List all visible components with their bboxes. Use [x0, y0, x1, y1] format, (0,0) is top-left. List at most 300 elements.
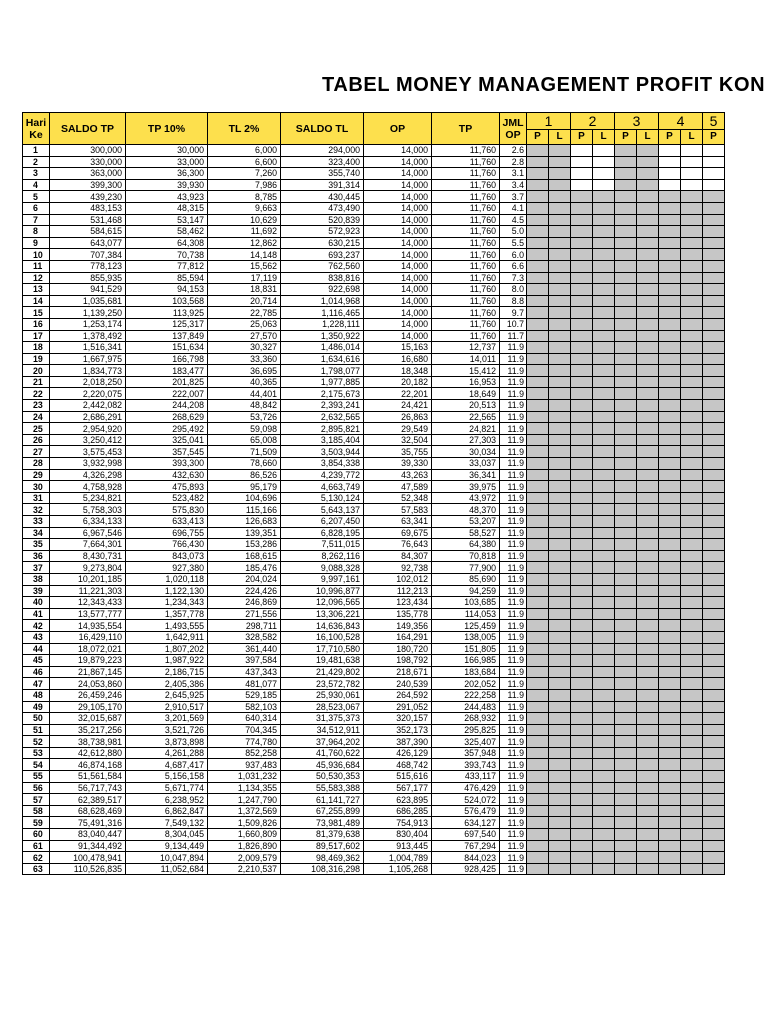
hari-ke-cell[interactable]: 5 — [23, 191, 50, 203]
tp-cell[interactable]: 70,818 — [432, 550, 500, 562]
jml-op-cell[interactable]: 3.1 — [500, 168, 527, 180]
saldo-tp-cell[interactable]: 2,018,250 — [50, 376, 126, 388]
saldo-tp-cell[interactable]: 21,867,145 — [50, 666, 126, 678]
tracker-cell[interactable] — [659, 260, 681, 272]
tracker-cell[interactable] — [681, 539, 703, 551]
saldo-tl-cell[interactable]: 572,923 — [281, 226, 364, 238]
tracker-cell[interactable] — [637, 492, 659, 504]
op-cell[interactable]: 14,000 — [364, 284, 432, 296]
jml-op-cell[interactable]: 8.0 — [500, 284, 527, 296]
tracker-cell[interactable] — [549, 562, 571, 574]
saldo-tl-cell[interactable]: 630,215 — [281, 237, 364, 249]
saldo-tl-cell[interactable]: 16,100,528 — [281, 631, 364, 643]
tracker-cell[interactable] — [659, 318, 681, 330]
jml-op-cell[interactable]: 7.3 — [500, 272, 527, 284]
tracker-cell[interactable] — [527, 504, 549, 516]
tracker-cell[interactable] — [571, 852, 593, 864]
tp-cell[interactable]: 222,258 — [432, 689, 500, 701]
tracker-cell[interactable] — [615, 214, 637, 226]
jml-op-cell[interactable]: 11.9 — [500, 469, 527, 481]
op-cell[interactable]: 264,592 — [364, 689, 432, 701]
tracker-cell[interactable] — [703, 446, 725, 458]
saldo-tl-cell[interactable]: 693,237 — [281, 249, 364, 261]
tl-2-cell[interactable]: 48,842 — [208, 400, 281, 412]
saldo-tp-cell[interactable]: 13,577,777 — [50, 608, 126, 620]
tracker-cell[interactable] — [659, 145, 681, 157]
hari-ke-cell[interactable]: 47 — [23, 678, 50, 690]
tp-cell[interactable]: 476,429 — [432, 782, 500, 794]
tracker-cell[interactable] — [571, 400, 593, 412]
tl-2-cell[interactable]: 9,663 — [208, 202, 281, 214]
tracker-cell[interactable] — [571, 330, 593, 342]
tracker-cell[interactable] — [549, 353, 571, 365]
tracker-cell[interactable] — [527, 863, 549, 875]
saldo-tp-cell[interactable]: 51,561,584 — [50, 771, 126, 783]
tracker-cell[interactable] — [703, 643, 725, 655]
tracker-cell[interactable] — [615, 504, 637, 516]
tracker-cell[interactable] — [681, 678, 703, 690]
tracker-cell[interactable] — [681, 516, 703, 528]
jml-op-cell[interactable]: 11.9 — [500, 805, 527, 817]
tracker-cell[interactable] — [527, 643, 549, 655]
tracker-cell[interactable] — [593, 469, 615, 481]
hari-ke-cell[interactable]: 62 — [23, 852, 50, 864]
hari-ke-cell[interactable]: 19 — [23, 353, 50, 365]
tp-10-cell[interactable]: 4,261,288 — [126, 747, 208, 759]
tracker-cell[interactable] — [593, 620, 615, 632]
saldo-tp-cell[interactable]: 4,326,298 — [50, 469, 126, 481]
tracker-cell[interactable] — [571, 539, 593, 551]
tracker-cell[interactable] — [703, 573, 725, 585]
tracker-cell[interactable] — [549, 539, 571, 551]
tl-2-cell[interactable]: 104,696 — [208, 492, 281, 504]
hari-ke-cell[interactable]: 38 — [23, 573, 50, 585]
hari-ke-cell[interactable]: 27 — [23, 446, 50, 458]
tracker-cell[interactable] — [615, 353, 637, 365]
op-cell[interactable]: 112,213 — [364, 585, 432, 597]
op-cell[interactable]: 135,778 — [364, 608, 432, 620]
tracker-cell[interactable] — [615, 400, 637, 412]
tracker-cell[interactable] — [681, 701, 703, 713]
tp-10-cell[interactable]: 2,910,517 — [126, 701, 208, 713]
tracker-cell[interactable] — [703, 550, 725, 562]
tracker-cell[interactable] — [593, 492, 615, 504]
jml-op-cell[interactable]: 10.7 — [500, 318, 527, 330]
hari-ke-cell[interactable]: 20 — [23, 365, 50, 377]
jml-op-cell[interactable]: 11.9 — [500, 411, 527, 423]
op-cell[interactable]: 14,000 — [364, 202, 432, 214]
tracker-cell[interactable] — [681, 481, 703, 493]
tracker-cell[interactable] — [637, 573, 659, 585]
tp-cell[interactable]: 11,760 — [432, 330, 500, 342]
tracker-cell[interactable] — [703, 423, 725, 435]
tracker-cell[interactable] — [549, 631, 571, 643]
op-cell[interactable]: 47,589 — [364, 481, 432, 493]
tracker-cell[interactable] — [549, 179, 571, 191]
tracker-cell[interactable] — [703, 608, 725, 620]
saldo-tp-cell[interactable]: 18,072,021 — [50, 643, 126, 655]
jml-op-cell[interactable]: 11.9 — [500, 643, 527, 655]
tracker-cell[interactable] — [527, 481, 549, 493]
tp-10-cell[interactable]: 137,849 — [126, 330, 208, 342]
tracker-cell[interactable] — [659, 736, 681, 748]
tracker-cell[interactable] — [593, 608, 615, 620]
tracker-cell[interactable] — [615, 191, 637, 203]
tracker-cell[interactable] — [527, 631, 549, 643]
tracker-cell[interactable] — [703, 469, 725, 481]
tracker-cell[interactable] — [615, 481, 637, 493]
tracker-cell[interactable] — [615, 492, 637, 504]
tracker-cell[interactable] — [637, 829, 659, 841]
jml-op-cell[interactable]: 11.7 — [500, 330, 527, 342]
op-cell[interactable]: 426,129 — [364, 747, 432, 759]
op-cell[interactable]: 149,356 — [364, 620, 432, 632]
jml-op-cell[interactable]: 3.4 — [500, 179, 527, 191]
op-cell[interactable]: 29,549 — [364, 423, 432, 435]
jml-op-cell[interactable]: 11.9 — [500, 458, 527, 470]
hari-ke-cell[interactable]: 6 — [23, 202, 50, 214]
tracker-cell[interactable] — [593, 214, 615, 226]
saldo-tl-cell[interactable]: 19,481,638 — [281, 655, 364, 667]
op-cell[interactable]: 14,000 — [364, 260, 432, 272]
jml-op-cell[interactable]: 11.9 — [500, 446, 527, 458]
tp-10-cell[interactable]: 103,568 — [126, 295, 208, 307]
tp-cell[interactable]: 151,805 — [432, 643, 500, 655]
tracker-cell[interactable] — [549, 597, 571, 609]
jml-op-cell[interactable]: 11.9 — [500, 794, 527, 806]
hari-ke-cell[interactable]: 53 — [23, 747, 50, 759]
tl-2-cell[interactable]: 529,185 — [208, 689, 281, 701]
tracker-cell[interactable] — [615, 295, 637, 307]
tracker-cell[interactable] — [549, 829, 571, 841]
tracker-cell[interactable] — [593, 295, 615, 307]
tracker-cell[interactable] — [549, 550, 571, 562]
jml-op-cell[interactable]: 11.9 — [500, 597, 527, 609]
tp-cell[interactable]: 11,760 — [432, 226, 500, 238]
tp-cell[interactable]: 77,900 — [432, 562, 500, 574]
tracker-cell[interactable] — [659, 829, 681, 841]
tl-2-cell[interactable]: 139,351 — [208, 527, 281, 539]
tracker-cell[interactable] — [527, 295, 549, 307]
tracker-cell[interactable] — [637, 237, 659, 249]
tp-10-cell[interactable]: 6,238,952 — [126, 794, 208, 806]
op-cell[interactable]: 14,000 — [364, 330, 432, 342]
hari-ke-cell[interactable]: 22 — [23, 388, 50, 400]
tracker-cell[interactable] — [703, 829, 725, 841]
hari-ke-cell[interactable]: 51 — [23, 724, 50, 736]
saldo-tl-cell[interactable]: 8,262,116 — [281, 550, 364, 562]
tracker-cell[interactable] — [703, 434, 725, 446]
tracker-cell[interactable] — [549, 736, 571, 748]
tracker-cell[interactable] — [659, 342, 681, 354]
jml-op-cell[interactable]: 11.9 — [500, 539, 527, 551]
tracker-cell[interactable] — [703, 179, 725, 191]
saldo-tl-cell[interactable]: 13,306,221 — [281, 608, 364, 620]
saldo-tl-cell[interactable]: 6,828,195 — [281, 527, 364, 539]
tp-cell[interactable]: 48,370 — [432, 504, 500, 516]
op-cell[interactable]: 14,000 — [364, 237, 432, 249]
tracker-cell[interactable] — [703, 249, 725, 261]
tracker-cell[interactable] — [571, 585, 593, 597]
tracker-cell[interactable] — [615, 411, 637, 423]
op-cell[interactable]: 14,000 — [364, 214, 432, 226]
tracker-cell[interactable] — [615, 852, 637, 864]
tp-cell[interactable]: 11,760 — [432, 202, 500, 214]
tracker-cell[interactable] — [681, 434, 703, 446]
tracker-cell[interactable] — [527, 330, 549, 342]
tracker-cell[interactable] — [593, 446, 615, 458]
tracker-cell[interactable] — [571, 202, 593, 214]
saldo-tp-cell[interactable]: 1,834,773 — [50, 365, 126, 377]
tracker-cell[interactable] — [615, 202, 637, 214]
tl-2-cell[interactable]: 2,009,579 — [208, 852, 281, 864]
tl-2-cell[interactable]: 14,148 — [208, 249, 281, 261]
tracker-cell[interactable] — [637, 295, 659, 307]
tp-10-cell[interactable]: 633,413 — [126, 516, 208, 528]
saldo-tp-cell[interactable]: 4,758,928 — [50, 481, 126, 493]
tracker-cell[interactable] — [593, 771, 615, 783]
tracker-cell[interactable] — [571, 214, 593, 226]
tracker-cell[interactable] — [593, 202, 615, 214]
saldo-tl-cell[interactable]: 34,512,911 — [281, 724, 364, 736]
tp-cell[interactable]: 85,690 — [432, 573, 500, 585]
tracker-cell[interactable] — [637, 446, 659, 458]
saldo-tp-cell[interactable]: 1,035,681 — [50, 295, 126, 307]
tracker-cell[interactable] — [571, 516, 593, 528]
tp-cell[interactable]: 103,685 — [432, 597, 500, 609]
op-cell[interactable]: 623,895 — [364, 794, 432, 806]
tracker-cell[interactable] — [615, 307, 637, 319]
tracker-cell[interactable] — [571, 620, 593, 632]
saldo-tp-cell[interactable]: 32,015,687 — [50, 713, 126, 725]
tl-2-cell[interactable]: 18,831 — [208, 284, 281, 296]
tracker-cell[interactable] — [703, 562, 725, 574]
tracker-cell[interactable] — [659, 249, 681, 261]
tl-2-cell[interactable]: 153,286 — [208, 539, 281, 551]
tracker-cell[interactable] — [593, 713, 615, 725]
saldo-tp-cell[interactable]: 584,615 — [50, 226, 126, 238]
tracker-cell[interactable] — [593, 272, 615, 284]
tracker-cell[interactable] — [659, 782, 681, 794]
tl-2-cell[interactable]: 582,103 — [208, 701, 281, 713]
tp-cell[interactable]: 11,760 — [432, 284, 500, 296]
hari-ke-cell[interactable]: 52 — [23, 736, 50, 748]
tracker-cell[interactable] — [659, 295, 681, 307]
tracker-cell[interactable] — [593, 643, 615, 655]
tracker-cell[interactable] — [637, 469, 659, 481]
op-cell[interactable]: 1,105,268 — [364, 863, 432, 875]
tracker-cell[interactable] — [549, 376, 571, 388]
tracker-cell[interactable] — [571, 713, 593, 725]
tracker-cell[interactable] — [615, 666, 637, 678]
tracker-cell[interactable] — [527, 597, 549, 609]
tracker-cell[interactable] — [549, 504, 571, 516]
op-cell[interactable]: 291,052 — [364, 701, 432, 713]
tl-2-cell[interactable]: 246,869 — [208, 597, 281, 609]
tp-10-cell[interactable]: 2,645,925 — [126, 689, 208, 701]
hari-ke-cell[interactable]: 36 — [23, 550, 50, 562]
hari-ke-cell[interactable]: 29 — [23, 469, 50, 481]
tracker-cell[interactable] — [681, 260, 703, 272]
hari-ke-cell[interactable]: 46 — [23, 666, 50, 678]
tracker-cell[interactable] — [615, 724, 637, 736]
tp-cell[interactable]: 393,743 — [432, 759, 500, 771]
saldo-tl-cell[interactable]: 89,517,602 — [281, 840, 364, 852]
saldo-tp-cell[interactable]: 1,139,250 — [50, 307, 126, 319]
tracker-cell[interactable] — [571, 226, 593, 238]
jml-op-cell[interactable]: 4.5 — [500, 214, 527, 226]
tracker-cell[interactable] — [549, 782, 571, 794]
tp-10-cell[interactable]: 393,300 — [126, 458, 208, 470]
saldo-tl-cell[interactable]: 10,996,877 — [281, 585, 364, 597]
tp-cell[interactable]: 138,005 — [432, 631, 500, 643]
tracker-cell[interactable] — [637, 666, 659, 678]
tracker-cell[interactable] — [681, 237, 703, 249]
op-cell[interactable]: 20,182 — [364, 376, 432, 388]
tracker-cell[interactable] — [681, 666, 703, 678]
tp-10-cell[interactable]: 58,462 — [126, 226, 208, 238]
tracker-cell[interactable] — [527, 701, 549, 713]
tracker-cell[interactable] — [703, 400, 725, 412]
tracker-cell[interactable] — [593, 191, 615, 203]
tracker-cell[interactable] — [527, 365, 549, 377]
tracker-cell[interactable] — [703, 202, 725, 214]
tracker-cell[interactable] — [659, 539, 681, 551]
tp-10-cell[interactable]: 125,317 — [126, 318, 208, 330]
tracker-cell[interactable] — [549, 423, 571, 435]
tracker-cell[interactable] — [571, 469, 593, 481]
hari-ke-cell[interactable]: 42 — [23, 620, 50, 632]
tracker-cell[interactable] — [681, 423, 703, 435]
tracker-cell[interactable] — [527, 620, 549, 632]
hari-ke-cell[interactable]: 9 — [23, 237, 50, 249]
tp-cell[interactable]: 33,037 — [432, 458, 500, 470]
tp-cell[interactable]: 39,975 — [432, 481, 500, 493]
saldo-tp-cell[interactable]: 855,935 — [50, 272, 126, 284]
tp-10-cell[interactable]: 8,304,045 — [126, 829, 208, 841]
hari-ke-cell[interactable]: 44 — [23, 643, 50, 655]
tracker-cell[interactable] — [571, 342, 593, 354]
tracker-cell[interactable] — [637, 330, 659, 342]
tracker-cell[interactable] — [549, 168, 571, 180]
tracker-cell[interactable] — [659, 469, 681, 481]
saldo-tp-cell[interactable]: 5,234,821 — [50, 492, 126, 504]
tp-cell[interactable]: 16,953 — [432, 376, 500, 388]
tracker-cell[interactable] — [527, 249, 549, 261]
tracker-cell[interactable] — [703, 458, 725, 470]
tracker-cell[interactable] — [681, 504, 703, 516]
saldo-tp-cell[interactable]: 35,217,256 — [50, 724, 126, 736]
tracker-cell[interactable] — [659, 597, 681, 609]
saldo-tl-cell[interactable]: 391,314 — [281, 179, 364, 191]
tp-10-cell[interactable]: 1,357,778 — [126, 608, 208, 620]
saldo-tp-cell[interactable]: 2,442,082 — [50, 400, 126, 412]
tracker-cell[interactable] — [549, 817, 571, 829]
tracker-cell[interactable] — [637, 516, 659, 528]
tracker-cell[interactable] — [593, 829, 615, 841]
tracker-cell[interactable] — [615, 365, 637, 377]
tp-10-cell[interactable]: 244,208 — [126, 400, 208, 412]
jml-op-cell[interactable]: 11.9 — [500, 771, 527, 783]
tl-2-cell[interactable]: 20,714 — [208, 295, 281, 307]
saldo-tl-cell[interactable]: 520,839 — [281, 214, 364, 226]
tracker-cell[interactable] — [527, 284, 549, 296]
saldo-tp-cell[interactable]: 531,468 — [50, 214, 126, 226]
tracker-cell[interactable] — [637, 179, 659, 191]
tp-10-cell[interactable]: 94,153 — [126, 284, 208, 296]
tracker-cell[interactable] — [681, 643, 703, 655]
op-cell[interactable]: 754,913 — [364, 817, 432, 829]
tp-10-cell[interactable]: 4,687,417 — [126, 759, 208, 771]
tp-10-cell[interactable]: 1,234,343 — [126, 597, 208, 609]
tracker-cell[interactable] — [571, 701, 593, 713]
tracker-cell[interactable] — [637, 747, 659, 759]
tracker-cell[interactable] — [703, 782, 725, 794]
hari-ke-cell[interactable]: 40 — [23, 597, 50, 609]
hari-ke-cell[interactable]: 23 — [23, 400, 50, 412]
tracker-cell[interactable] — [549, 191, 571, 203]
tracker-cell[interactable] — [571, 423, 593, 435]
tl-2-cell[interactable]: 437,343 — [208, 666, 281, 678]
tracker-cell[interactable] — [615, 237, 637, 249]
jml-op-cell[interactable]: 11.9 — [500, 840, 527, 852]
tp-cell[interactable]: 94,259 — [432, 585, 500, 597]
tp-10-cell[interactable]: 766,430 — [126, 539, 208, 551]
tracker-cell[interactable] — [615, 689, 637, 701]
saldo-tl-cell[interactable]: 4,663,749 — [281, 481, 364, 493]
tracker-cell[interactable] — [593, 794, 615, 806]
hari-ke-cell[interactable]: 17 — [23, 330, 50, 342]
tp-10-cell[interactable]: 575,830 — [126, 504, 208, 516]
tl-2-cell[interactable]: 1,372,569 — [208, 805, 281, 817]
tracker-cell[interactable] — [659, 713, 681, 725]
op-cell[interactable]: 14,000 — [364, 307, 432, 319]
saldo-tl-cell[interactable]: 355,740 — [281, 168, 364, 180]
tracker-cell[interactable] — [637, 458, 659, 470]
tracker-cell[interactable] — [593, 249, 615, 261]
saldo-tp-cell[interactable]: 83,040,447 — [50, 829, 126, 841]
tracker-cell[interactable] — [681, 156, 703, 168]
tracker-cell[interactable] — [637, 597, 659, 609]
op-cell[interactable]: 52,348 — [364, 492, 432, 504]
op-cell[interactable]: 14,000 — [364, 295, 432, 307]
saldo-tp-cell[interactable]: 363,000 — [50, 168, 126, 180]
tp-10-cell[interactable]: 201,825 — [126, 376, 208, 388]
tp-cell[interactable]: 14,011 — [432, 353, 500, 365]
tp-10-cell[interactable]: 39,930 — [126, 179, 208, 191]
saldo-tl-cell[interactable]: 838,816 — [281, 272, 364, 284]
tp-10-cell[interactable]: 53,147 — [126, 214, 208, 226]
tracker-cell[interactable] — [659, 527, 681, 539]
tracker-cell[interactable] — [527, 573, 549, 585]
jml-op-cell[interactable]: 11.9 — [500, 376, 527, 388]
tracker-cell[interactable] — [681, 655, 703, 667]
tracker-cell[interactable] — [615, 562, 637, 574]
tracker-cell[interactable] — [703, 156, 725, 168]
tl-2-cell[interactable]: 71,509 — [208, 446, 281, 458]
tracker-cell[interactable] — [681, 771, 703, 783]
tracker-cell[interactable] — [549, 156, 571, 168]
tracker-cell[interactable] — [659, 434, 681, 446]
tp-10-cell[interactable]: 10,047,894 — [126, 852, 208, 864]
saldo-tl-cell[interactable]: 12,096,565 — [281, 597, 364, 609]
hari-ke-cell[interactable]: 35 — [23, 539, 50, 551]
saldo-tp-cell[interactable]: 38,738,981 — [50, 736, 126, 748]
tracker-cell[interactable] — [703, 620, 725, 632]
tracker-cell[interactable] — [571, 678, 593, 690]
saldo-tl-cell[interactable]: 430,445 — [281, 191, 364, 203]
tracker-cell[interactable] — [615, 446, 637, 458]
